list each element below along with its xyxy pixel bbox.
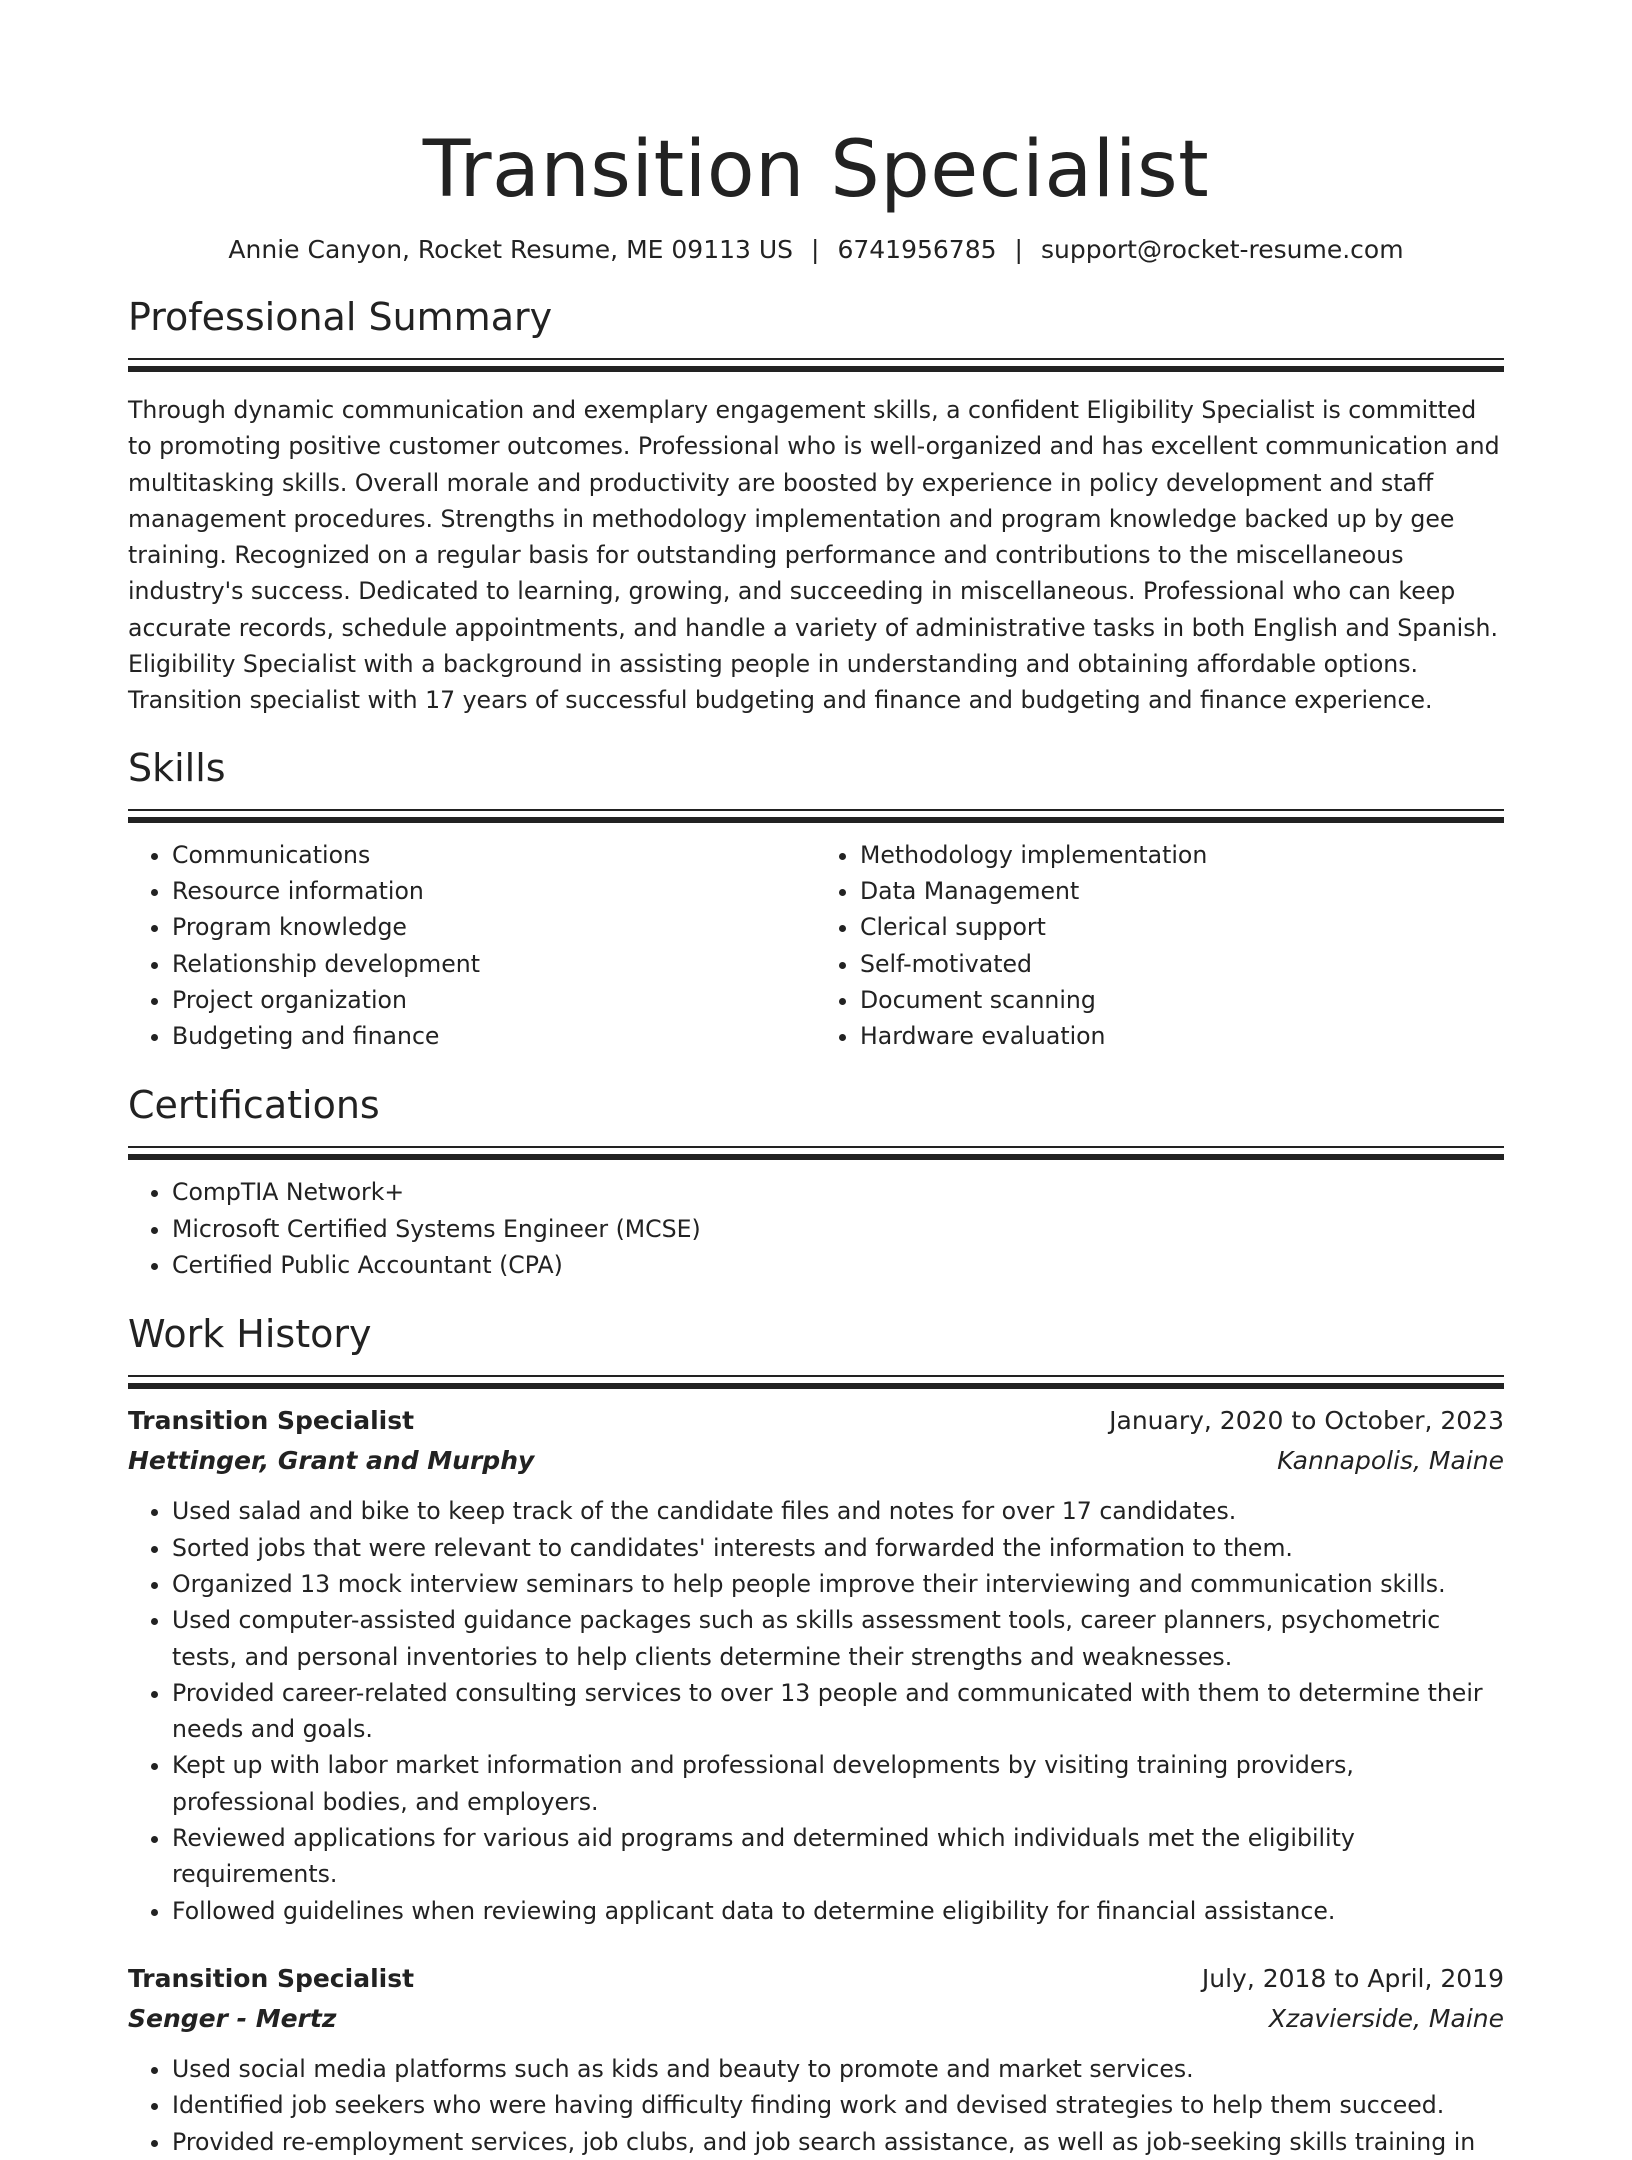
work-history-section [128, 1309, 1504, 2159]
contact-separator: | [811, 235, 820, 264]
skill-item: • Clerical support [860, 909, 1504, 945]
job-dates: January, 2020 to October, 2023 [1109, 1406, 1504, 1436]
job-title: Transition Specialist [128, 1963, 415, 1993]
job-bullet: • Used computer-assisted guidance packages such as skills assessment tools, career planners, psychometric tests, and personal inventories to help clients determine their strengths and weaknesses. [172, 1602, 1504, 1675]
job-bullet: • Provided re-employment services, job clubs, and job search assistance, as well as job-seeking skills training in [172, 2124, 1504, 2160]
skill-item: • Hardware evaluation [860, 1018, 1504, 1054]
resume-page [128, 0, 1504, 2160]
job-bullet: • Reviewed applications for various aid programs and determined which individuals met the eligibility requirements. [172, 1820, 1504, 1893]
summary-text: Through dynamic communication and exemplary engagement skills, a confident Eligibility Specialist is committed to promoting positive customer outcomes. Professional who is well-organized and has excellent communication and multitasking skills. Overall morale and productivity are boosted by experience in policy development and staff management procedures. Strengths in methodology implementation and program knowledge backed up by gee training. Recognized on a regular basis for outstanding performance and contributions to the miscellaneous industry's success. Dedicated to learning, growing, and succeeding in miscellaneous. Professional who can keep accurate records, schedule appointments, and handle a variety of administrative tasks in both English and Spanish. Eligibility Specialist with a background in assisting people in understanding and obtaining affordable options. Transition specialist with 17 years of successful budgeting and finance and budgeting and finance experience. [128, 396, 1500, 715]
job-bullet: • Followed guidelines when reviewing applicant data to determine eligibility for financial assistance. [172, 1893, 1504, 1929]
certification-item: • Microsoft Certified Systems Engineer (MCSE) [172, 1211, 1504, 1247]
job-dates: July, 2018 to April, 2019 [1201, 1963, 1504, 1993]
summary-heading: Professional Summary [128, 295, 553, 339]
certification-item: • Certified Public Accountant (CPA) [172, 1247, 1504, 1283]
skill-item: • Budgeting and finance [172, 1018, 816, 1054]
job-title: Transition Specialist [128, 1406, 415, 1436]
job-subheader [128, 1999, 1504, 2039]
job-company: Hettinger, Grant and Murphy [128, 1446, 535, 1476]
contact-email: support@rocket-resume.com [1040, 235, 1404, 264]
job-bullet: • Used salad and bike to keep track of the candidate files and notes for over 17 candidates. [172, 1493, 1504, 1529]
job-company: Senger - Mertz [128, 2003, 337, 2033]
job-entry [128, 1401, 1504, 1929]
section-divider [128, 809, 1504, 823]
skill-item: • Project organization [172, 982, 816, 1018]
job-bullet: • Identified job seekers who were having difficulty finding work and devised strategies to help them succeed. [172, 2087, 1504, 2123]
job-bullet: • Kept up with labor market information and professional developments by visiting training providers, professional bodies, and employers. [172, 1747, 1504, 1820]
skill-item: • Program knowledge [172, 909, 816, 945]
work-history-heading: Work History [128, 1312, 372, 1357]
certifications-section [128, 1080, 1504, 1283]
resume-name: Transition Specialist [422, 125, 1210, 215]
skills-left-list [128, 837, 816, 1055]
skills-columns [128, 837, 1504, 1055]
skill-item: • Resource information [172, 873, 816, 909]
section-divider [128, 1375, 1504, 1389]
skills-heading: Skills [128, 745, 226, 790]
job-bullets [128, 2051, 1504, 2160]
section-divider [128, 358, 1504, 372]
certifications-heading: Certifications [128, 1083, 380, 1128]
job-bullet: • Provided career-related consulting services to over 13 people and communicated with them to determine their needs and goals. [172, 1675, 1504, 1748]
job-header [128, 1401, 1504, 1441]
certifications-list [128, 1174, 1504, 1283]
job-header [128, 1959, 1504, 1999]
job-location: Xzavierside, Maine [1268, 2003, 1504, 2033]
contact-line [128, 232, 1504, 268]
job-entry [128, 1959, 1504, 2160]
job-bullet: • Used social media platforms such as kids and beauty to promote and market services. [172, 2051, 1504, 2087]
contact-phone: 6741956785 [837, 235, 997, 264]
job-location: Kannapolis, Maine [1277, 1446, 1504, 1476]
skills-section [128, 743, 1504, 1055]
job-subheader [128, 1441, 1504, 1481]
skill-item: • Communications [172, 837, 816, 873]
contact-address: Annie Canyon, Rocket Resume, ME 09113 US [228, 235, 794, 264]
certification-item: • CompTIA Network+ [172, 1174, 1504, 1210]
skills-right-list [816, 837, 1504, 1055]
job-bullets [128, 1493, 1504, 1929]
job-bullet: • Organized 13 mock interview seminars to help people improve their interviewing and communication skills. [172, 1566, 1504, 1602]
skill-item: • Data Management [860, 873, 1504, 909]
skill-item: • Relationship development [172, 946, 816, 982]
summary-section [128, 292, 1504, 719]
skill-item: • Self-motivated [860, 946, 1504, 982]
contact-separator: | [1014, 235, 1023, 264]
skill-item: • Document scanning [860, 982, 1504, 1018]
job-bullet: • Sorted jobs that were relevant to candidates' interests and forwarded the information to them. [172, 1530, 1504, 1566]
skill-item: • Methodology implementation [860, 837, 1504, 873]
section-divider [128, 1146, 1504, 1160]
